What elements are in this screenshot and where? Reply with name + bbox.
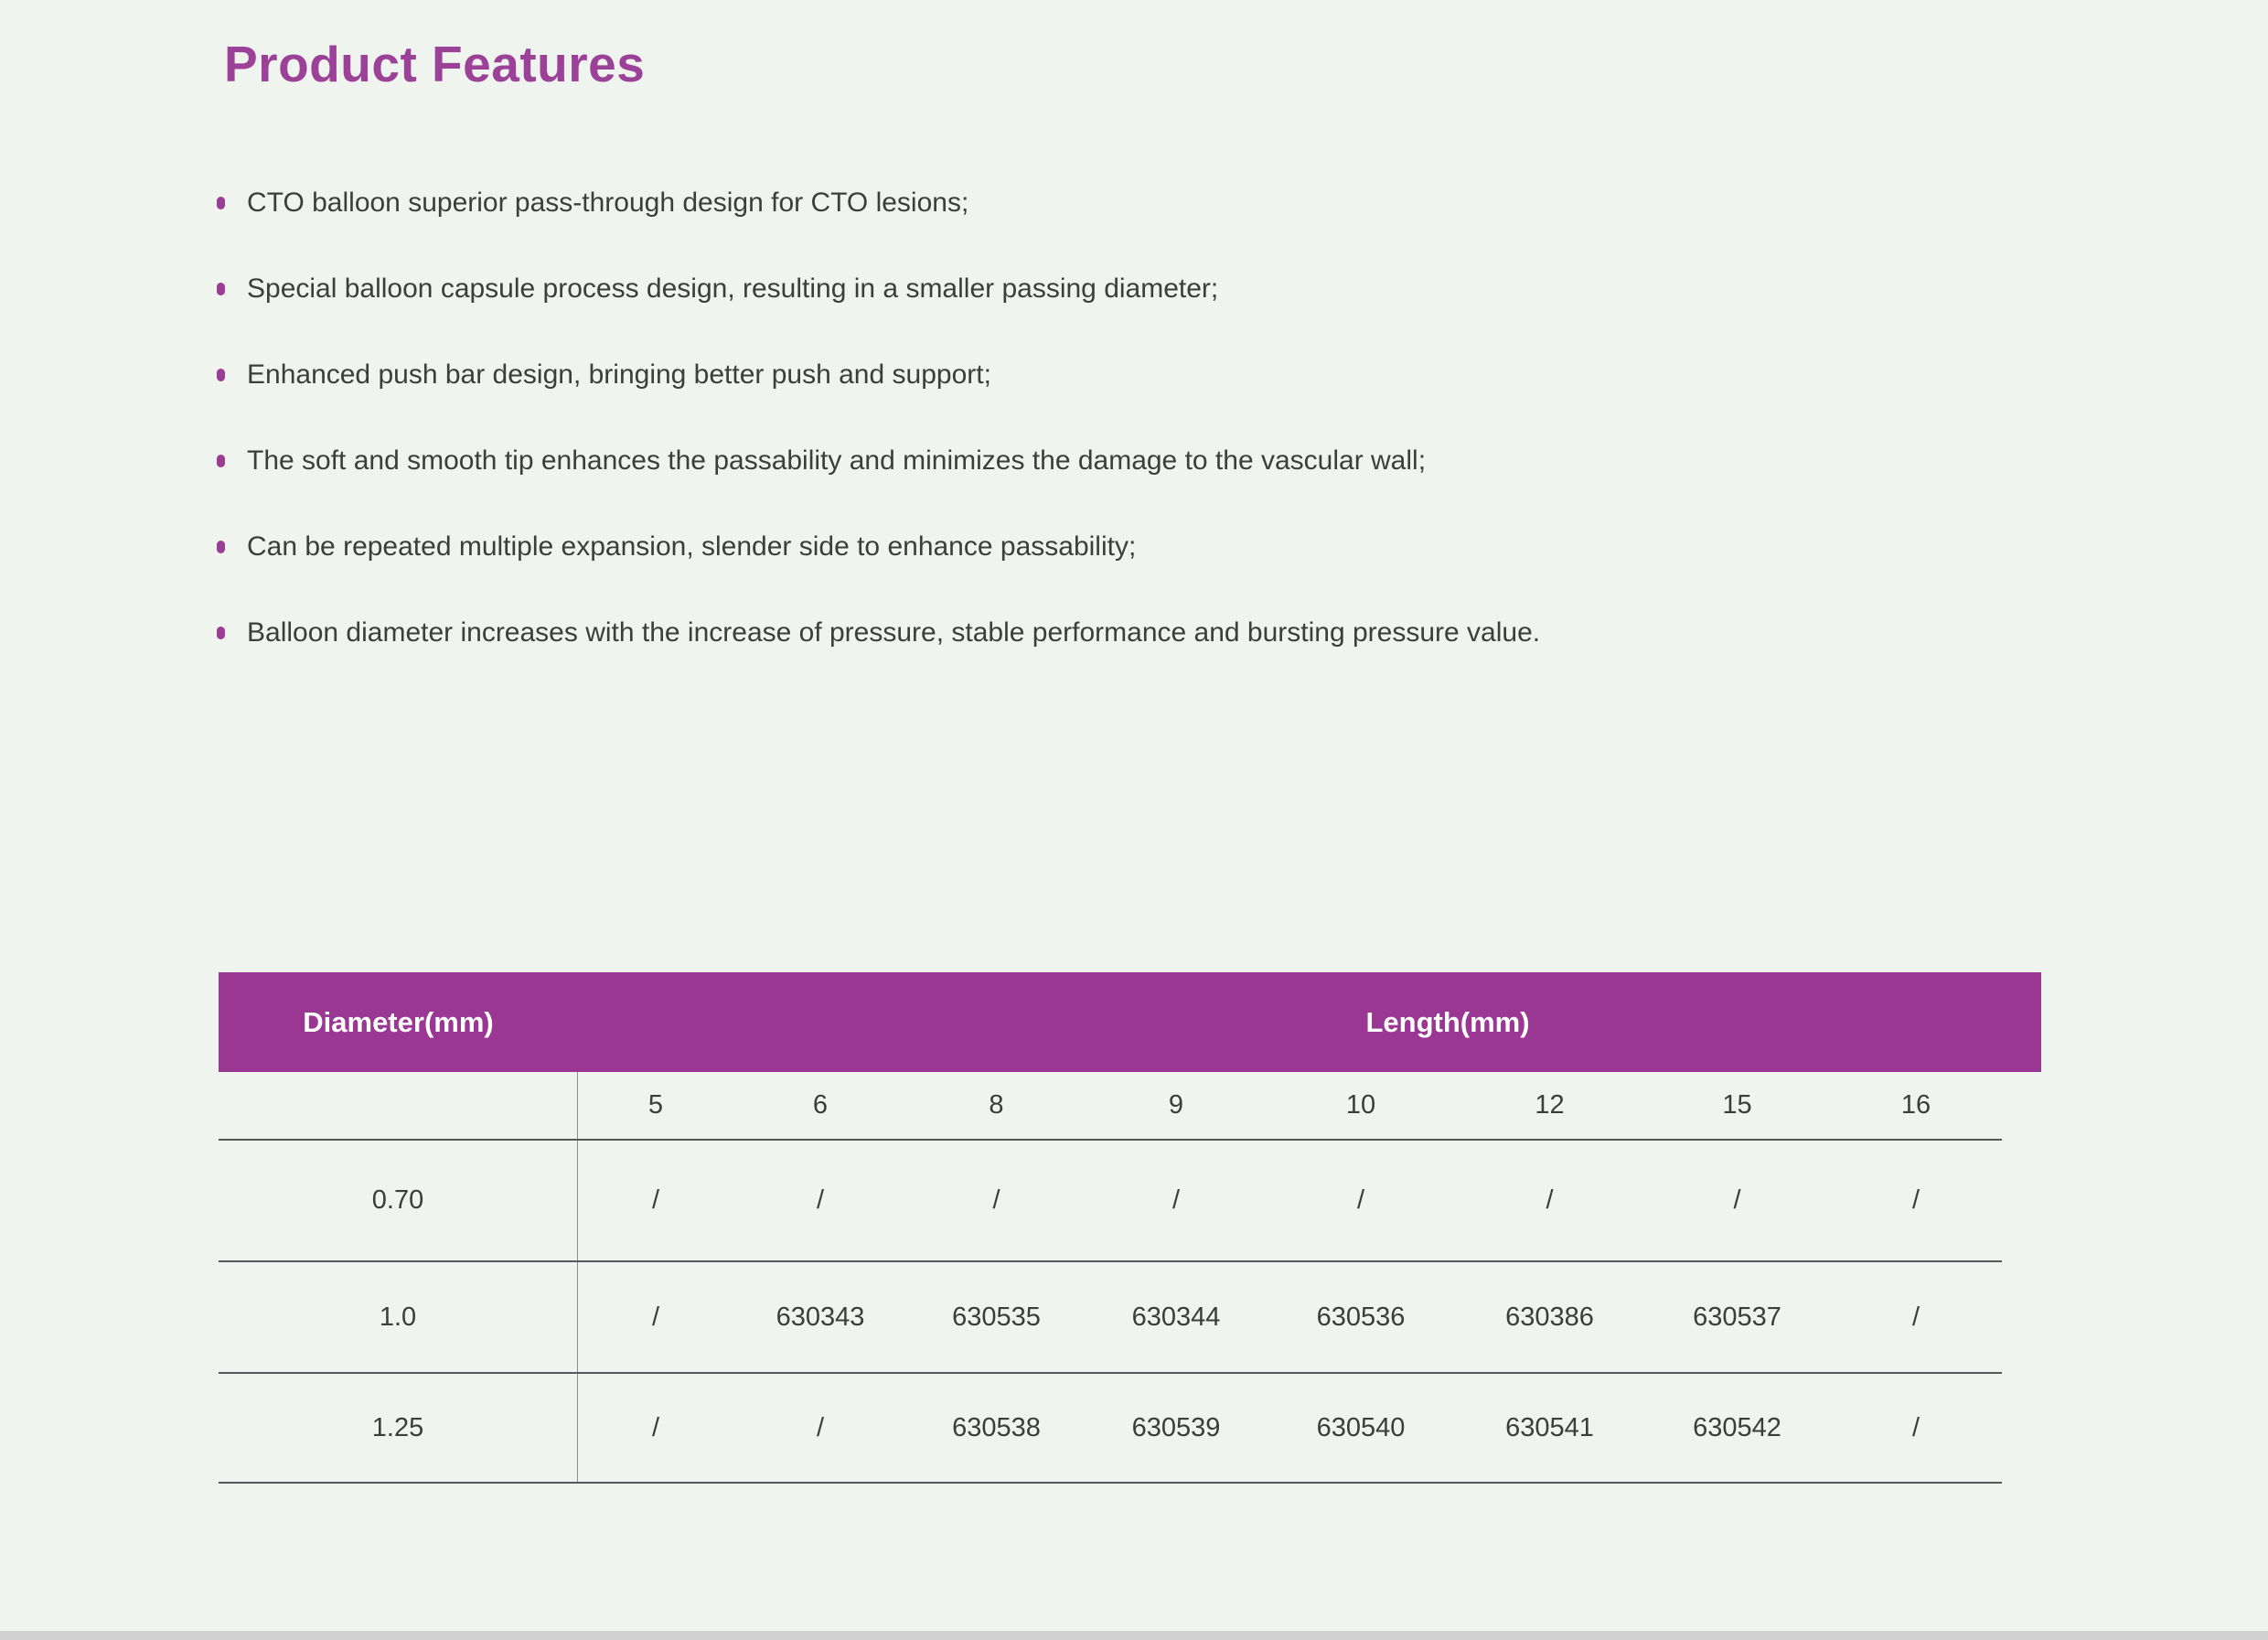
bottom-window-edge [0,1631,2268,1640]
list-item [217,617,1540,648]
bullet-icon [217,455,225,467]
table-cell: / [651,1412,660,1442]
table-cell: 630538 [952,1412,1041,1442]
list-item [217,188,1540,219]
table-col-header: 9 [1168,1090,1184,1120]
table-col-header: 12 [1535,1090,1565,1120]
length-header-label: Length(mm) [1365,1005,1530,1038]
table-cell: 630344 [1131,1302,1221,1332]
table-cell: 630542 [1693,1412,1781,1442]
list-item [217,531,1540,563]
bullet-icon [217,283,225,295]
spec-table [219,972,2041,1484]
table-col-header: 8 [989,1090,1004,1120]
diameter-cell: 1.0 [219,1262,578,1372]
table-col-header: 16 [1900,1090,1931,1120]
feature-list [217,188,1540,703]
feature-text: CTO balloon superior pass-through design for CTO lesions; [247,188,969,218]
list-item [217,273,1540,305]
diameter-cell: 0.70 [219,1141,578,1260]
table-cell: 630535 [952,1302,1041,1332]
diameter-cell: 1.25 [219,1374,578,1482]
bullet-icon [217,369,225,381]
page-title: Product Features [224,36,646,92]
table-header-bar [219,972,2041,1072]
table-cell: 630541 [1505,1412,1594,1442]
table-col-header: 15 [1722,1090,1752,1120]
list-item [217,445,1540,477]
table-cell: 630386 [1505,1302,1594,1332]
table-cell: 630540 [1316,1412,1406,1442]
length-columns-row [219,1072,2002,1141]
table-body [219,1072,2002,1484]
table-col-header: 6 [812,1090,829,1120]
bullet-icon [217,627,225,639]
table-cell: / [1356,1185,1365,1215]
table-row [219,1141,2002,1262]
table-cell: / [1911,1185,1920,1215]
table-col-header: 10 [1345,1090,1376,1120]
list-item [217,359,1540,391]
feature-text: Special balloon capsule process design, resulting in a smaller passing diameter; [247,273,1219,304]
length-header-cell [578,972,2041,1072]
table-cell: / [816,1185,825,1215]
table-cell: / [651,1302,660,1332]
table-cell: / [992,1185,1000,1215]
table-cell: / [1546,1185,1554,1215]
feature-text: The soft and smooth tip enhances the passability and minimizes the damage to the vascular wall; [247,445,1427,476]
table-cell: 630343 [776,1302,865,1332]
table-cell: / [1733,1185,1741,1215]
table-cell-blank [219,1072,578,1139]
bullet-icon [217,197,225,209]
table-cell: / [1911,1302,1920,1332]
diameter-header-label: Diameter(mm) [303,1005,494,1038]
table-cell: / [651,1185,660,1215]
diameter-header-cell [219,972,578,1072]
table-cell: 630539 [1131,1412,1221,1442]
table-cell: / [816,1412,825,1442]
bullet-icon [217,541,225,553]
feature-text: Can be repeated multiple expansion, slender side to enhance passability; [247,531,1137,562]
feature-text: Balloon diameter increases with the increase of pressure, stable performance and bursting pressure value. [247,617,1541,648]
table-cell: 630537 [1693,1302,1781,1332]
table-cell: / [1171,1185,1181,1215]
feature-text: Enhanced push bar design, bringing better push and support; [247,359,991,390]
table-cell: 630536 [1316,1302,1406,1332]
table-col-header: 5 [647,1090,664,1120]
table-row [219,1374,2002,1484]
table-row [219,1262,2002,1374]
table-cell: / [1911,1412,1920,1442]
